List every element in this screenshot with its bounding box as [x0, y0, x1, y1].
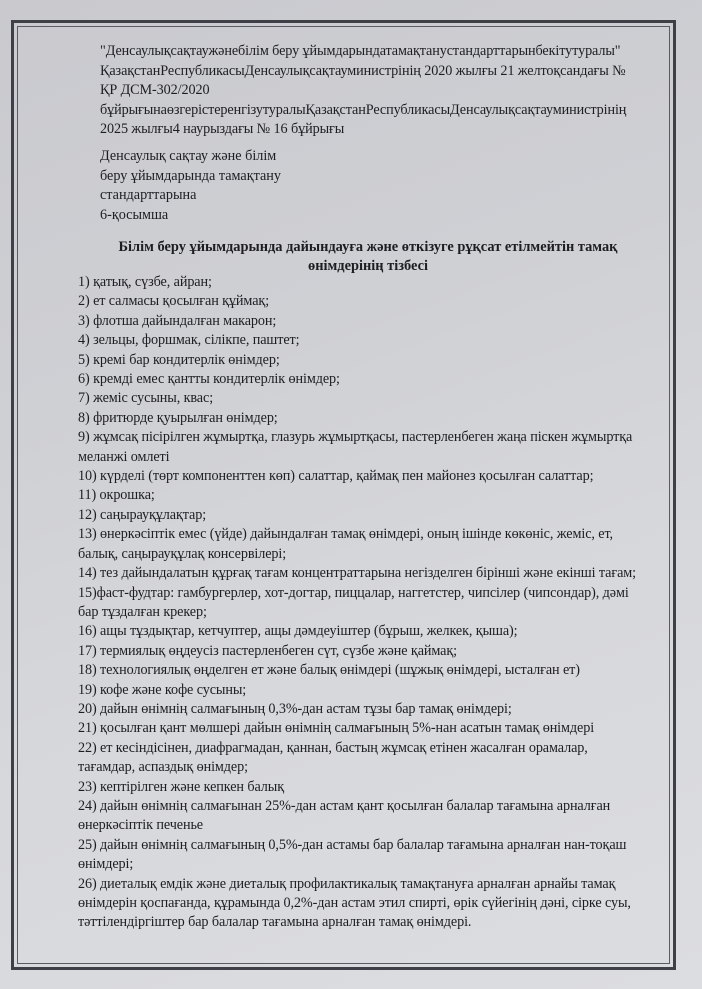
list-item: 4) зельцы, форшмак, сілікпе, паштет; — [78, 332, 300, 349]
list-item: 2) ет салмасы қосылған құймақ; — [78, 293, 270, 310]
list-item-continuation: бар тұздалған крекер; — [78, 603, 207, 620]
list-item: 14) тез дайындалатын құрғақ тағам концентраттарына негізделген бірінші және екінші тағам; — [78, 565, 636, 582]
prohibited-foods-list — [78, 273, 668, 933]
list-item: 15)фаст-фудтар: гамбургерлер, хот-догтар, пиццалар, наггетстер, чипсілер (чипсондар), дәмі — [78, 584, 629, 601]
list-item-continuation: балық, саңырауқұлақ консервілері; — [78, 545, 287, 562]
list-item: 23) кептірілген және кепкен балық — [78, 778, 284, 795]
annex-line: Денсаулық сақтау және білім — [100, 148, 277, 164]
annex-number: 6-қосымша — [100, 206, 169, 223]
list-item-continuation: өнімдері; — [78, 856, 134, 873]
list-item: 13) өнеркәсіптік емес (үйде) дайындалған тамақ өнімдері, оның ішінде көкөніс, жеміс, ет, — [78, 526, 613, 543]
list-item: 10) күрделі (төрт компоненттен көп) салаттар, қаймақ пен майонез қосылған салаттар; — [78, 468, 594, 485]
list-item: 11) окрошка; — [78, 487, 155, 504]
title-line: Білім беру ұйымдарында дайындауға және өткізуге рұқсат етілмейтін тамақ — [118, 239, 618, 255]
annex-line: стандарттарына — [100, 187, 197, 204]
list-item: 20) дайын өнімнің салмағының 0,3%-дан астам тұзы бар тамақ өнімдері; — [78, 700, 512, 717]
list-item: 6) кремді емес қантты кондитерлік өнімдер; — [78, 371, 340, 388]
list-item: 3) флотша дайындалған макарон; — [78, 312, 277, 329]
list-item-continuation: тәттілендіргіштер бар балалар тағамына арналған тамақ өнімдері. — [78, 914, 472, 931]
order-reference-line: "Денсаулықсақтаужәнебілім беру ұйымдарындатамақтанустандарттарынбекітутуралы" — [100, 43, 621, 59]
list-item-continuation: өнімдерін қоспағанда, құрамында 0,2%-дан астам этил спирті, өрік сүйегінің дәні, сірке суы, — [78, 895, 631, 911]
list-item: 21) қосылған қант мөлшері дайын өнімнің салмағының 5%-нан асатын тамақ өнімдері — [78, 720, 595, 737]
list-item: 24) дайын өнімнің салмағынан 25%-дан астам қант қосылған балалар тағамына арналған — [78, 797, 611, 814]
list-item: 25) дайын өнімнің салмағының 0,5%-дан астамы бар балалар тағамына арналған нан-тоқаш — [78, 836, 627, 853]
title-line: өнімдерінің тізбесі — [308, 257, 428, 274]
annex-line: беру ұйымдарында тамақтану — [100, 167, 281, 184]
list-item: 12) саңырауқұлақтар; — [78, 506, 207, 523]
order-reference-line: ҚазақстанРеспубликасыДенсаулықсақтауминистрінің 2020 жылғы 21 желтоқсандағы № — [100, 62, 626, 79]
list-item: 7) жеміс сусыны, квас; — [78, 390, 214, 407]
list-item-continuation: өнеркәсіптік печенье — [78, 817, 204, 834]
document-title — [78, 238, 658, 275]
list-item: 26) диеталық емдік және диеталық профилактикалық тамақтануға арналған арнайы тамақ — [78, 875, 616, 892]
list-item: 8) фритюрде қуырылған өнімдер; — [78, 409, 278, 426]
order-reference-line: ҚР ДСМ-302/2020 — [100, 82, 210, 99]
list-item: 16) ащы тұздықтар, кетчуптер, ащы дәмдеуіштер (бұрыш, желкек, қыша); — [78, 623, 518, 640]
list-item: 5) кремі бар кондитерлік өнімдер; — [78, 351, 280, 368]
order-reference-line: бұйрығынаөзгерістеренгізутуралыҚазақстанРеспубликасыДенсаулықсақтауминистрінің — [100, 101, 627, 118]
order-reference-line: 2025 жылғы4 наурыздағы № 16 бұйрығы — [100, 121, 345, 138]
list-item: 9) жұмсақ пісірілген жұмыртқа, глазурь жұмыртқасы, пастерленбеген жаңа піскен жұмыртқа — [78, 429, 633, 446]
list-item: 19) кофе және кофе сусыны; — [78, 681, 247, 698]
list-item: 17) термиялық өңдеусіз пастерленбеген сүт, сүзбе және қаймақ; — [78, 642, 457, 659]
list-item: 18) технологиялық өңделген ет және балық өнімдері (шұжық өнімдері, ысталған ет) — [78, 662, 580, 679]
order-reference-header — [100, 42, 680, 140]
list-item-continuation: тағамдар, аспаздық өнімдер; — [78, 759, 248, 776]
annex-reference — [100, 147, 281, 225]
list-item: 1) қатық, сүзбе, айран; — [78, 274, 212, 290]
list-item-continuation: меланжі омлеті — [78, 448, 170, 465]
list-item: 22) ет кесіндісінен, диафрагмадан, қаннан, бастың жұмсақ етінен жасалған орамалар, — [78, 739, 588, 756]
